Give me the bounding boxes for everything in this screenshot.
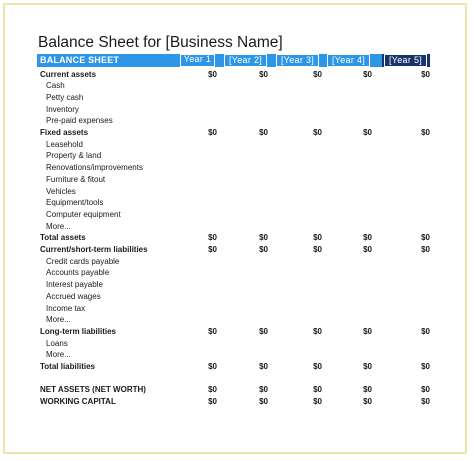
row-label: Renovations/improvements (46, 163, 143, 173)
row-value-year-2: $0 (259, 69, 268, 79)
header-year-2: [Year 2] (224, 54, 267, 67)
row-label: More... (46, 221, 71, 231)
row-value-year-5: $0 (421, 69, 430, 79)
row-value-year-4: $0 (363, 362, 372, 371)
row-label: Inventory (46, 104, 79, 114)
row-value-year-2: $0 (259, 385, 268, 395)
table-row (0, 232, 474, 243)
row-label: WORKING CAPITAL (40, 397, 116, 407)
header-year-1: Year 1 (180, 54, 215, 67)
table-row (0, 174, 474, 185)
row-value-year-1: $0 (208, 245, 217, 254)
row-value-year-4: $0 (363, 326, 372, 336)
table-row (0, 150, 474, 161)
row-label: Fixed assets (40, 128, 89, 137)
row-label: Pre-paid expenses (46, 116, 113, 126)
table-row (0, 326, 474, 337)
table-row (0, 384, 474, 395)
row-value-year-4: $0 (363, 128, 372, 137)
row-value-year-5: $0 (421, 245, 430, 254)
row-value-year-1: $0 (208, 385, 217, 395)
table-row (0, 127, 474, 138)
row-value-year-4: $0 (363, 385, 372, 395)
row-value-year-3: $0 (313, 362, 322, 371)
table-row (0, 267, 474, 278)
row-label: Total liabilities (40, 362, 95, 371)
row-value-year-1: $0 (208, 397, 217, 407)
header-label: BALANCE SHEET (40, 55, 120, 65)
row-label: Property & land (46, 151, 102, 161)
table-row (0, 361, 474, 372)
table-row (0, 139, 474, 150)
row-value-year-2: $0 (259, 128, 268, 137)
row-value-year-2: $0 (259, 326, 268, 336)
table-row (0, 373, 474, 384)
table-row (0, 115, 474, 126)
row-label: Total assets (40, 233, 86, 243)
row-label: Interest payable (46, 280, 103, 290)
table-row (0, 256, 474, 267)
row-label: Cash (46, 81, 65, 91)
row-value-year-5: $0 (421, 397, 430, 407)
row-label: Furniture & fitout (46, 174, 106, 184)
row-label: NET ASSETS (NET WORTH) (40, 385, 146, 395)
row-label: More... (46, 315, 71, 325)
row-label: Current/short-term liabilities (40, 245, 148, 254)
table-row (0, 338, 474, 349)
header-year-3: [Year 3] (276, 54, 319, 67)
row-label: Accounts payable (46, 268, 110, 278)
table-row (0, 92, 474, 103)
row-label: Leasehold (46, 139, 83, 149)
row-value-year-3: $0 (313, 326, 322, 336)
row-label: Computer equipment (46, 209, 121, 219)
row-label: Current assets (40, 69, 97, 79)
row-label: Vehicles (46, 186, 76, 196)
row-label: Equipment/tools (46, 198, 104, 208)
table-row (0, 396, 474, 407)
header-year-4: [Year 4] (327, 54, 370, 67)
row-value-year-3: $0 (313, 128, 322, 137)
row-value-year-5: $0 (421, 233, 430, 243)
row-value-year-4: $0 (363, 245, 372, 254)
row-value-year-2: $0 (259, 245, 268, 254)
row-value-year-2: $0 (259, 233, 268, 243)
row-label: Long-term liabilities (40, 326, 117, 336)
table-row (0, 80, 474, 91)
row-value-year-4: $0 (363, 397, 372, 407)
row-label: Petty cash (46, 92, 84, 102)
row-value-year-5: $0 (421, 362, 430, 371)
row-value-year-1: $0 (208, 233, 217, 243)
row-value-year-1: $0 (208, 326, 217, 336)
table-row (0, 69, 474, 80)
row-label: Accrued wages (46, 291, 101, 301)
row-value-year-5: $0 (421, 385, 430, 395)
header-bar (37, 54, 430, 67)
table-row (0, 197, 474, 208)
row-value-year-2: $0 (259, 362, 268, 371)
row-label: Credit cards payable (46, 256, 120, 266)
row-value-year-1: $0 (208, 69, 217, 79)
row-value-year-3: $0 (313, 397, 322, 407)
row-value-year-3: $0 (313, 245, 322, 254)
row-value-year-3: $0 (313, 233, 322, 243)
row-value-year-4: $0 (363, 233, 372, 243)
row-label: Income tax (46, 303, 86, 313)
row-value-year-2: $0 (259, 397, 268, 407)
row-value-year-1: $0 (208, 128, 217, 137)
table-row (0, 303, 474, 314)
table-row (0, 186, 474, 197)
row-value-year-4: $0 (363, 69, 372, 79)
table-row (0, 349, 474, 360)
row-label: More... (46, 350, 71, 360)
table-row (0, 162, 474, 173)
table-row (0, 104, 474, 115)
row-value-year-1: $0 (208, 362, 217, 371)
table-row (0, 291, 474, 302)
table-row (0, 244, 474, 255)
table-row (0, 279, 474, 290)
header-year-5: [Year 5] (384, 54, 427, 67)
table-row (0, 314, 474, 325)
table-row (0, 209, 474, 220)
row-value-year-3: $0 (313, 385, 322, 395)
table-row (0, 221, 474, 232)
sheet-title: Balance Sheet for [Business Name] (38, 34, 283, 51)
row-label: Loans (46, 338, 68, 348)
row-value-year-5: $0 (421, 128, 430, 137)
row-value-year-3: $0 (313, 69, 322, 79)
row-value-year-5: $0 (421, 326, 430, 336)
